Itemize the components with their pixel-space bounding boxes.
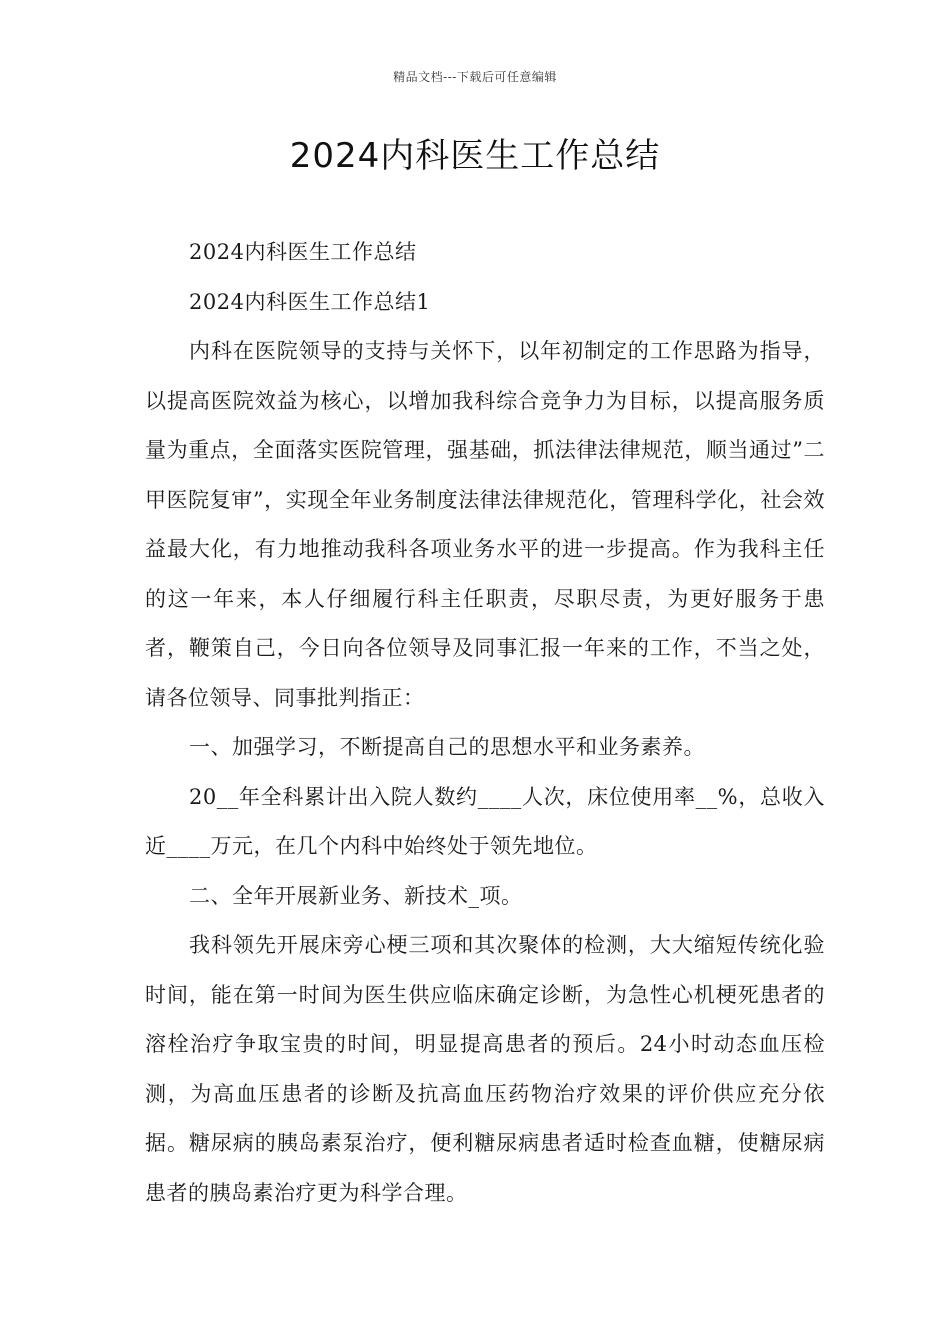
paragraph-heading-two: 二、全年开展新业务、新技术_项。: [189, 883, 523, 908]
paragraph-subtitle: 2024内科医生工作总结: [189, 240, 417, 264]
header-note: 精品文档---下载后可任意编辑: [393, 70, 557, 84]
paragraph-heading-one: 一、加强学习，不断提高自己的思想水平和业务素养。: [189, 735, 705, 759]
paragraph-section-heading: 2024内科医生工作总结1: [189, 289, 431, 314]
document-title: 2024内科医生工作总结: [289, 136, 661, 176]
document-body: [145, 228, 825, 1218]
paragraph-statistics: 20__年全科累计出入院人数约____人次，床位使用率__%，总收入近____万元，在几个内科中始终处于领先地位。: [145, 784, 825, 858]
paragraph-new-services: 我科领先开展床旁心梗三项和其次聚体的检测，大大缩短传统化验时间，能在第一时间为医生供应临床确定诊断，为急性心机梗死患者的溶栓治疗争取宝贵的时间，明显提高患者的预后。24小时动态血压检测，为高血压患者的诊断及抗高血压药物治疗效果的评价供应充分依据。糖尿病的胰岛素泵治疗，便利糖尿病患者适时检查血糖，使糖尿病患者的胰岛素治疗更为科学合理。: [145, 933, 825, 1205]
paragraph-intro: 内科在医院领导的支持与关怀下，以年初制定的工作思路为指导，以提高医院效益为核心，以增加我科综合竞争力为目标，以提高服务质量为重点，全面落实医院管理，强基础，抓法律法律规范，顺当通过”二甲医院复审”，实现全年业务制度法律法律规范化，管理科学化，社会效益最大化，有力地推动我科各项业务水平的进一步提高。作为我科主任的这一年来，本人仔细履行科主任职责，尽职尽责，为更好服务于患者，鞭策自己，今日向各位领导及同事汇报一年来的工作，不当之处，请各位领导、同事批判指正：: [145, 339, 825, 710]
